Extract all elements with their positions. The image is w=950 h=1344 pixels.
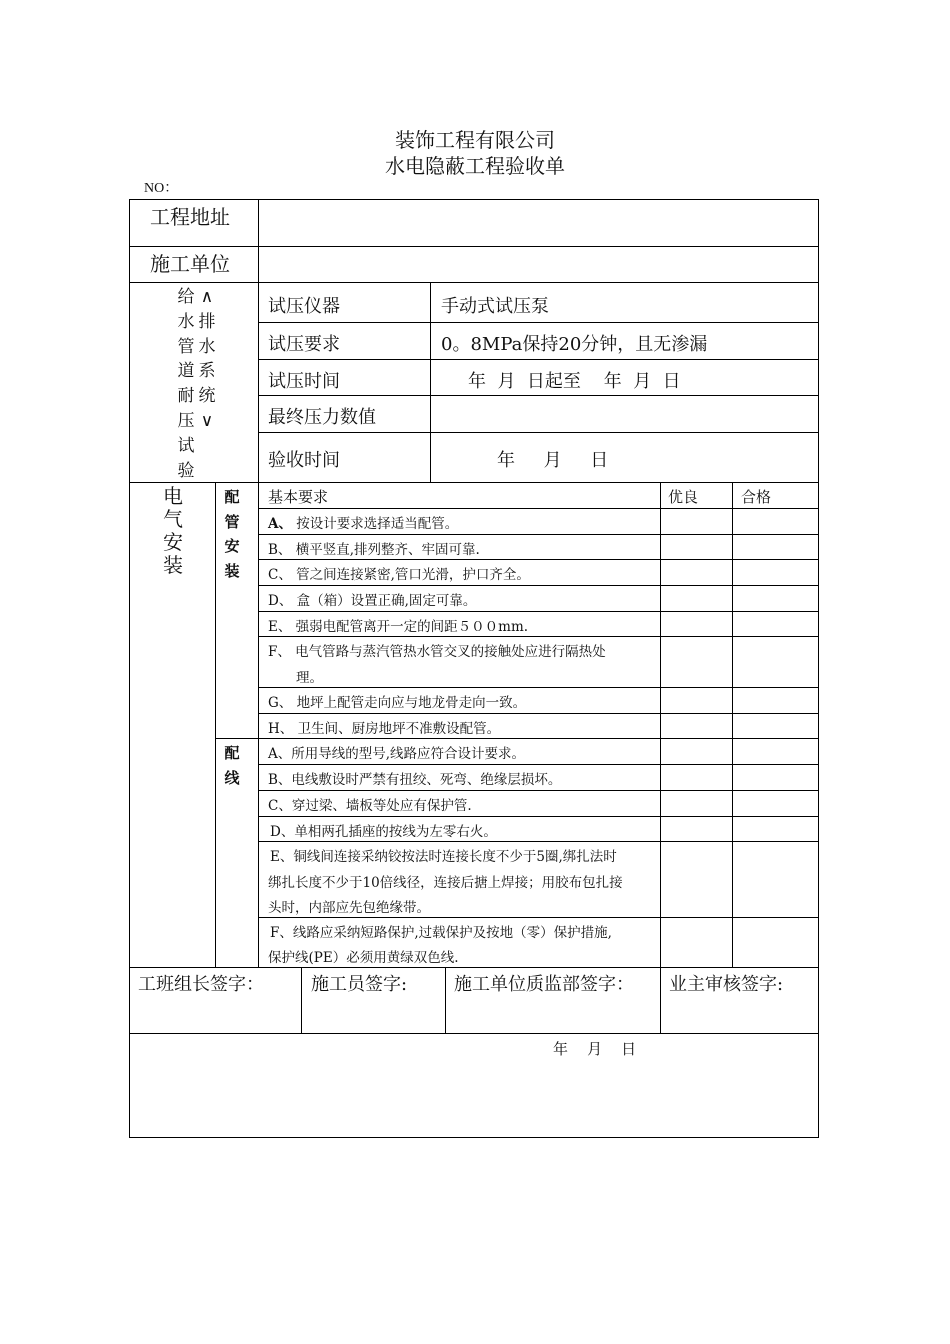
conduit-installation-label: 配 管 安 装 <box>224 488 240 580</box>
project-address-label: 工程地址 <box>150 205 230 229</box>
list-item: A、所用导线的型号,线路应符合设计要求。 <box>268 746 526 762</box>
list-item: C、穿过梁、墙板等处应有保护管. <box>268 798 472 814</box>
list-item: E、铜线间连接采纳铰按法时连接长度不少于5圈,绑扎法时 <box>270 849 617 865</box>
qc-signature-label: 施工单位质监部签字： <box>454 974 634 995</box>
construction-unit-label: 施工单位 <box>150 252 230 276</box>
acceptance-time-label: 验收时间 <box>268 450 340 471</box>
team-leader-signature-label: 工班组长签字： <box>138 974 264 995</box>
list-item: F、线路应采纳短路保护,过载保护及按地（零）保护措施, <box>270 925 612 941</box>
company-name: 装饰工程有限公司 <box>395 128 555 152</box>
form-title: 水电隐蔽工程验收单 <box>385 154 565 178</box>
test-requirement-value: 0。8MPa保持20分钟，且无渗漏 <box>441 334 708 355</box>
test-requirement-label: 试压要求 <box>268 334 340 355</box>
drainage-system-label: ∧ 排 水 系 统 ∨ <box>198 287 216 431</box>
list-item-continuation: 理。 <box>296 670 323 686</box>
list-item: C、 管之间连接紧密,管口光滑，护口齐全。 <box>268 567 530 583</box>
water-pipe-test-label: 给 水 管 道 耐 压 试 验 <box>177 287 195 481</box>
list-item: H、 卫生间、厨房地坪不准敷设配管。 <box>268 721 501 737</box>
wiring-label: 配 线 <box>224 744 240 787</box>
final-pressure-label: 最终压力数值 <box>268 407 376 428</box>
signature-date: 年 月 日 <box>553 1040 637 1058</box>
acceptance-time-value: 年 月 日 <box>497 450 609 471</box>
list-item: F、 电气管路与蒸汽管热水管交叉的接触处应进行隔热处 <box>268 644 606 660</box>
list-item: B、电线敷设时严禁有扭绞、死弯、绝缘层损坏。 <box>268 772 562 788</box>
test-instrument-label: 试压仪器 <box>268 296 340 317</box>
list-item: G、 地坪上配管走向应与地龙骨走向一致。 <box>268 695 527 711</box>
form-number-label: NO： <box>144 181 179 196</box>
basic-requirements-header: 基本要求 <box>268 488 329 506</box>
list-item: E、 强弱电配管离开一定的间距５００mm. <box>268 619 529 635</box>
test-instrument-value: 手动式试压泵 <box>441 296 549 317</box>
list-item: B、 横平竖直,排列整齐、牢固可靠. <box>268 542 480 558</box>
excellent-header: 优良 <box>668 488 699 506</box>
list-item-continuation: 绑扎长度不少于10倍线径，连接后搪上焊接；用胶布包扎接 <box>268 875 623 891</box>
test-time-value: 年 月 日起至 年 月 日 <box>468 371 681 392</box>
test-time-label: 试压时间 <box>268 371 340 392</box>
qualified-header: 合格 <box>741 488 772 506</box>
list-item-continuation: 头时，内部应先包绝缘带。 <box>268 900 430 916</box>
electrical-installation-label: 电 气 安 装 <box>163 484 183 577</box>
list-item: A、 按设计要求选择适当配管。 <box>268 516 459 532</box>
owner-signature-label: 业主审核签字: <box>669 974 784 995</box>
list-item: D、 盒（箱）设置正确,固定可靠。 <box>268 593 477 609</box>
list-item: D、单相两孔插座的按线为左零右火。 <box>270 824 497 840</box>
list-item-continuation: 保护线(PE）必须用黄绿双色线. <box>268 950 459 966</box>
worker-signature-label: 施工员签字: <box>311 974 408 995</box>
